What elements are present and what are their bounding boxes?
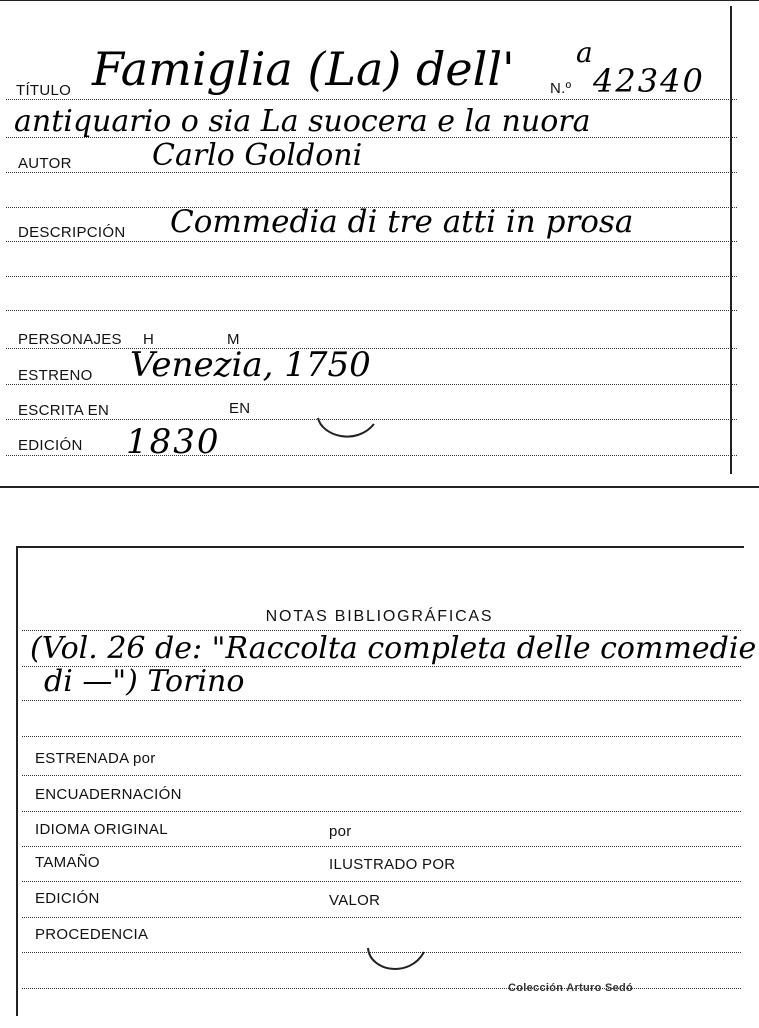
- valor-label: VALOR: [329, 892, 381, 909]
- estrenada-label: ESTRENADA por: [35, 750, 156, 767]
- tamano-label: TAMAÑO: [35, 854, 100, 871]
- personajes-label: PERSONAJES: [18, 331, 122, 348]
- numero-value: 42340: [593, 62, 705, 100]
- personajes-h: H: [143, 331, 155, 348]
- rule-tamano: [22, 881, 741, 882]
- rule-notas-3: [22, 700, 741, 701]
- numero-label: N.º: [550, 80, 572, 97]
- titulo-continuation: antiquario o sia La suocera e la nuora: [14, 104, 591, 139]
- rule-estrenada: [22, 775, 741, 776]
- stamp-mark-bottom: [360, 936, 432, 978]
- card-top-border: [16, 546, 744, 548]
- rule-edicion: [6, 455, 737, 456]
- rule-estreno: [6, 384, 737, 385]
- edicion-b-label: EDICIÓN: [35, 890, 100, 907]
- autor-label: AUTOR: [18, 155, 72, 172]
- card-right-border: [730, 6, 732, 474]
- rule-notas-4: [22, 736, 741, 737]
- card-bottom-edge: [0, 486, 759, 488]
- rule-idioma: [22, 846, 741, 847]
- autor-value: Carlo Goldoni: [152, 138, 363, 173]
- catalog-card-top: [0, 0, 759, 495]
- titulo-value: Famiglia (La) dell': [92, 42, 515, 96]
- numero-superscript: a: [576, 36, 593, 69]
- rule-edicion-b: [22, 917, 741, 918]
- collection-credit: Colección Arturo Sedó: [508, 982, 634, 994]
- card-top-edge: [0, 0, 759, 1]
- personajes-m: M: [227, 331, 240, 348]
- escrita-en-label: EN: [229, 400, 251, 417]
- rule-blank-2: [6, 276, 737, 277]
- idioma-label: IDIOMA ORIGINAL: [35, 821, 168, 838]
- procedencia-label: PROCEDENCIA: [35, 926, 149, 943]
- rule-bottom-end: [22, 988, 741, 989]
- descripcion-value: Commedia di tre atti in prosa: [170, 204, 634, 240]
- encuadernacion-label: ENCUADERNACIÓN: [35, 786, 182, 803]
- descripcion-label: DESCRIPCIÓN: [18, 224, 126, 241]
- rule-personajes: [6, 348, 737, 349]
- titulo-label: TÍTULO: [16, 82, 72, 99]
- rule-blank-3: [6, 310, 737, 311]
- ilustrado-label: ILUSTRADO POR: [329, 856, 456, 873]
- stamp-mark: [312, 402, 382, 444]
- estreno-label: ESTRENO: [18, 367, 93, 384]
- escrita-label: ESCRITA EN: [18, 402, 110, 419]
- catalog-card-bottom: [0, 536, 759, 1028]
- edicion-label: EDICIÓN: [18, 437, 83, 454]
- notes-line-1: (Vol. 26 de: "Raccolta completa delle commedie: [30, 631, 757, 666]
- rule-autor: [6, 172, 737, 173]
- por-label: por: [329, 823, 352, 840]
- rule-encuadernacion: [22, 811, 741, 812]
- rule-descripcion: [6, 241, 737, 242]
- notas-heading: NOTAS BIBLIOGRÁFICAS: [265, 608, 494, 625]
- notes-line-2: di —") Torino: [44, 664, 245, 699]
- edicion-value: 1830: [126, 422, 221, 462]
- estreno-value: Venezia, 1750: [130, 345, 371, 385]
